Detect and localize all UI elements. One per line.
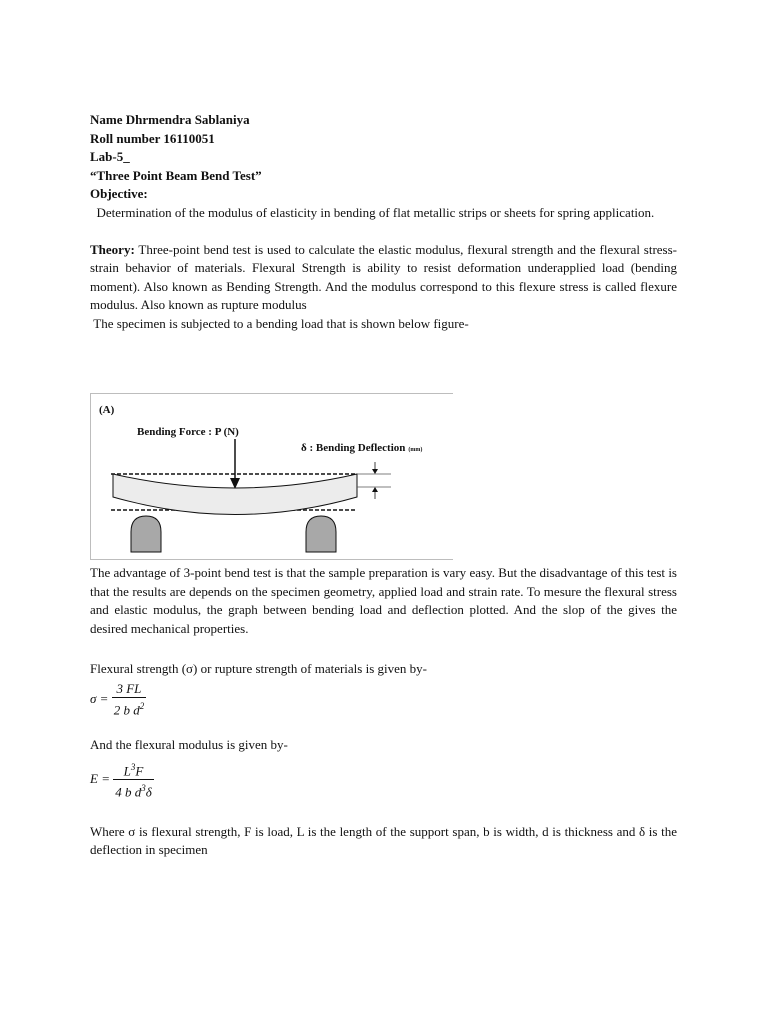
modulus-den-exp: 3 — [141, 783, 146, 794]
deflection-label — [301, 442, 422, 454]
flexural-modulus-formula — [90, 759, 677, 801]
sigma-denominator — [112, 698, 147, 718]
modulus-num-exp: 3 — [130, 761, 136, 772]
force-arrow-head — [230, 478, 240, 489]
modulus-den-base: 4 b d — [115, 784, 142, 800]
modulus-numerator — [113, 759, 154, 780]
right-support — [306, 516, 336, 552]
theory-paragraph — [90, 241, 677, 315]
bend-test-figure — [90, 393, 453, 560]
flexural-strength-formula — [90, 681, 677, 718]
advantage-paragraph: The advantage of 3-point bend test is that the sample preparation is vary easy. But the disadvantage of this test is that the results are depends on the specimen geometry, applied load and strain rate. To mesure the flexural stress and elastic modulus, the graph between bending load and deflection plotted. And the slop of the gives the desired mechanical properties. — [90, 565, 677, 636]
flexural-strength-intro: Flexural strength (σ) or rupture strength of materials is given by- — [90, 661, 427, 677]
sigma-fraction — [112, 681, 147, 718]
deflection-arrowhead-up — [372, 487, 378, 492]
report-title: “Three Point Beam Bend Test” — [90, 167, 262, 183]
sigma-lhs: σ = — [90, 691, 109, 707]
objective-text: Determination of the modulus of elasticity in bending of flat metallic strips or sheets for spring application. — [90, 204, 655, 220]
modulus-denominator — [113, 780, 154, 800]
theory-text: Three-point bend test is used to calculate the elastic modulus, flexural strength and the flexural stress-strain behavior of materials. Flexural Strength is ability to resist deformation underapplied load (bending moment). Also known as Bending Strength. And the modulus correspond to this flexure stress is called flexure modulus. Also known as rupture modulus — [90, 241, 677, 313]
modulus-den-tail: δ — [145, 784, 152, 800]
student-name: Name Dhrmendra Sablaniya — [90, 112, 250, 127]
bend-test-diagram — [91, 394, 454, 561]
modulus-num-tail: F — [135, 763, 144, 779]
definitions-paragraph: Where σ is flexural strength, F is load, L is the length of the support span, b is width, d is thickness and δ is the deflection in specimen — [90, 823, 677, 858]
figure-intro: The specimen is subjected to a bending load that is shown below figure- — [90, 315, 469, 331]
lab-number: Lab-5_ — [90, 149, 130, 165]
sigma-den-base: 2 b d — [113, 702, 140, 718]
theory-label: Theory: — [90, 241, 135, 257]
deflection-text: δ : Bending Deflection — [301, 442, 406, 454]
modulus-num-base: L — [123, 763, 131, 779]
panel-label: (A) — [99, 404, 115, 416]
left-support — [131, 516, 161, 552]
deflection-unit: (mm) — [408, 447, 423, 453]
modulus-lhs: E = — [90, 771, 110, 787]
document-body — [90, 111, 677, 334]
objective-heading: Objective: — [90, 186, 148, 202]
roll-number: Roll number 16110051 — [90, 130, 215, 146]
sigma-den-exp: 2 — [139, 700, 145, 711]
flexural-modulus-intro: And the flexural modulus is given by- — [90, 737, 288, 753]
modulus-fraction — [113, 759, 154, 801]
sigma-numerator: 3 FL — [112, 681, 147, 698]
analysis-section — [90, 564, 677, 860]
deflection-arrowhead-down — [372, 469, 378, 474]
force-label: Bending Force : P (N) — [137, 426, 239, 438]
